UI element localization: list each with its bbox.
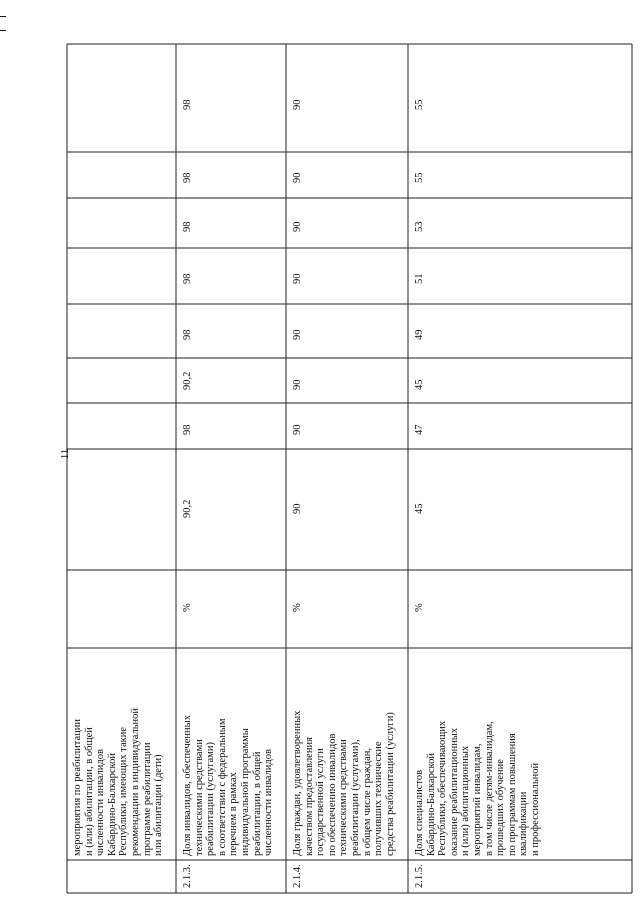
row-value: 55 [414,172,425,183]
row-unit: % [182,603,193,612]
row-number: 2.1.4. [292,864,303,888]
row-value: 98 [182,424,193,435]
row-value: 90 [292,424,303,435]
row-number: 2.1.3. [182,864,193,888]
row-name: Доля специалистов Кабардино-Балкарской Республики, обеспечивающих оказание реабилитационных и (или) абилитационных мероприятий инвалидам, в том числе детям-инвалидам, прошедших обучение по программам повышения квалификации и профессиональной [414,720,541,856]
row-name: мероприятия по реабилитации и (или) абилитации, в общей численности инвалидов Кабардино-Балкарской Республики, имеющих такие рекомендации в индивидуальной программе реабилитации или абилитации (дети) [72,707,165,856]
row-value: 90,2 [182,499,193,518]
page-number: 11 [59,448,71,460]
row-value: 51 [414,273,425,284]
row-value: 90 [292,172,303,183]
row-unit: % [292,603,303,612]
row-value: 55 [414,99,425,110]
row-value: 90 [292,273,303,284]
row-value: 90,2 [182,371,193,390]
row-unit: % [414,603,425,612]
crop-mark [0,16,6,17]
row-value: 90 [292,221,303,232]
row-value: 90 [292,503,303,514]
row-value: 45 [414,379,425,390]
row-value: 45 [414,503,425,514]
row-value: 98 [182,273,193,284]
row-name: Доля инвалидов, обеспеченных техническими средствами реабилитации (услугами) в соответствии с федеральным перечнем в рамках индивидуальной программы реабилитации, в общей численности инвалидов [182,715,275,856]
row-value: 98 [182,99,193,110]
row-value: 90 [292,99,303,110]
row-value: 47 [414,424,425,435]
row-value: 53 [414,221,425,232]
row-value: 98 [182,329,193,340]
row-value: 98 [182,221,193,232]
row-name: Доля граждан, удовлетворенных качеством предоставления государственной услуги по обеспечению инвалидов техническими средствами реабилитации (услугами), в общем числе граждан, получивших технические средства реабилитации (услуги) [292,710,396,856]
row-value: 49 [414,329,425,340]
row-value: 90 [292,329,303,340]
row-value: 90 [292,379,303,390]
row-number: 2.1.5. [414,864,425,888]
row-value: 98 [182,172,193,183]
crop-mark [0,30,6,31]
